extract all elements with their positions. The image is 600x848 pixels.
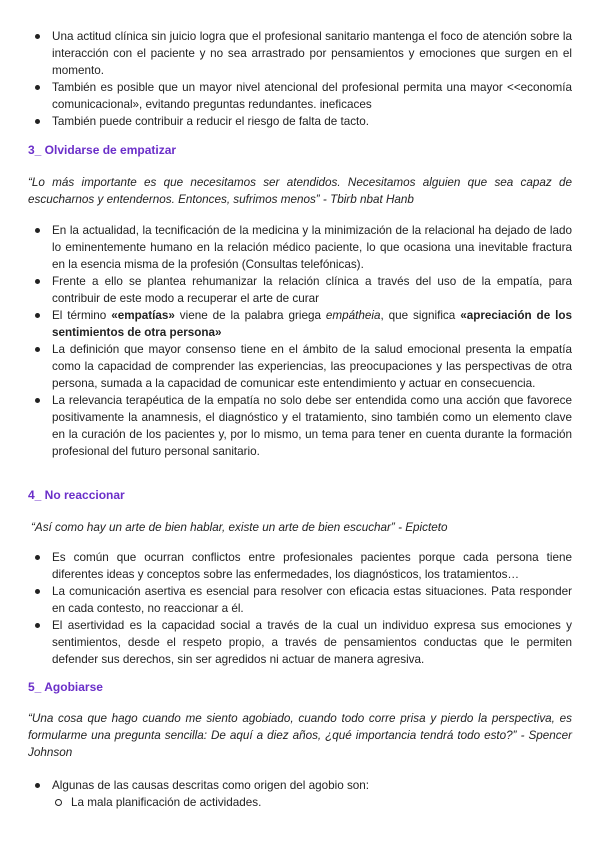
bullet-icon: [35, 555, 40, 560]
bullet-icon: [35, 623, 40, 628]
bullet-icon: [35, 34, 40, 39]
bullet-icon: [35, 398, 40, 403]
section-3-bullet-list: [0, 222, 600, 460]
section-5-quote: “Una cosa que hago cuando me siento agobiado, cuando todo corre prisa y pierdo la perspectiva, es formularme una pregunta sencilla: De aquí a diez años, ¿qué importancia tendrá todo esto?” - Spencer Johnson: [28, 712, 572, 759]
list-item: Algunas de las causas descritas como origen del agobio son:: [0, 777, 600, 794]
bullet-icon: [35, 279, 40, 284]
list-item: En la actualidad, la tecnificación de la medicina y la minimización de la relacional ha dejado de lado lo eminentemente humano en la relación médico paciente, lo que ocasiona una inevitable fractura en la esencia misma de la profesión (Consultas telefónicas).: [0, 222, 600, 273]
list-item: Es común que ocurran conflictos entre profesionales pacientes porque cada persona tiene diferentes ideas y conceptos sobre las enfermedades, los diagnósticos, los tratamientos…: [0, 549, 600, 583]
bullet-icon: [35, 589, 40, 594]
list-item: La relevancia terapéutica de la empatía no solo debe ser entendida como una acción que favorece positivamente la anamnesis, el diagnóstico y el tratamiento, sino también como un elemento clave en la curación de los pacientes y, por lo mismo, un tema para tener en cuenta durante la formación profesional del futuro personal sanitario.: [0, 392, 600, 460]
bullet-icon: [35, 347, 40, 352]
bullet-icon: [35, 783, 40, 788]
list-item: La comunicación asertiva es esencial para resolver con eficacia estas situaciones. Pata responder en cada contesto, no reaccionar a él.: [0, 583, 600, 617]
section-4-bullet-list: [0, 549, 600, 668]
list-item-empathy-term: El término «empatías» viene de la palabra griega empátheia, que significa «apreciación de los sentimientos de otra persona»: [0, 307, 600, 341]
section-4-quote: “Así como hay un arte de bien hablar, existe un arte de bien escuchar” - Epicteto: [31, 521, 448, 534]
intro-bullet-list: [0, 28, 600, 130]
list-item: También es posible que un mayor nivel atencional del profesional permita una mayor <<economía comunicacional», evitando preguntas redundantes. ineficaces: [0, 79, 600, 113]
intro-list-block: [0, 28, 600, 130]
term-empatias: «empatías»: [111, 309, 175, 322]
list-item: Frente a ello se plantea rehumanizar la relación clínica a través del uso de la empatía, para contribuir de este modo a recuperar el arte de curar: [0, 273, 600, 307]
section-heading-5: 5_ Agobiarse: [28, 680, 103, 694]
section-3-quote: “Lo más importante es que necesitamos ser atendidos. Necesitamos alguien que sea capaz de escucharnos y entendernos. Entonces, sufrimos menos” - Tbirb nbat Hanb: [28, 176, 572, 206]
section-heading-4: 4_ No reaccionar: [28, 488, 125, 502]
list-item: Una actitud clínica sin juicio logra que el profesional sanitario mantenga el foco de atención sobre la interacción con el paciente y no sea arrastrado por pensamientos y emociones que surgen en el momento.: [0, 28, 600, 79]
list-item: El asertividad es la capacidad social a través de la cual un individuo expresa sus emociones y sentimientos, desde el respeto propio, a través de pensamientos conductas que le permiten defender sus derechos, sin ser agredidos ni actuar de manera agresiva.: [0, 617, 600, 668]
section-3-list-block: [0, 222, 600, 460]
circle-bullet-icon: [55, 799, 62, 806]
bullet-icon: [35, 119, 40, 124]
sub-list-item: La mala planificación de actividades.: [0, 794, 600, 811]
list-item: La definición que mayor consenso tiene en el ámbito de la salud emocional presenta la empatía como la capacidad de comprender las experiencias, las preocupaciones y las perspectivas de otra persona, sumada a la capacidad de comunicar este entendimiento y actuar en consecuencia.: [0, 341, 600, 392]
term-meaning: «apreciación de los sentimientos de otra persona»: [52, 309, 573, 339]
bullet-icon: [35, 228, 40, 233]
bullet-icon: [35, 313, 40, 318]
term-empatheia: empátheia: [325, 309, 381, 322]
bullet-icon: [35, 85, 40, 90]
section-heading-3: 3_ Olvidarse de empatizar: [28, 143, 177, 157]
section-5-bullet-list: [0, 777, 600, 811]
section-5-list-block: [0, 777, 600, 811]
section-4-list-block: [0, 549, 600, 668]
list-item: También puede contribuir a reducir el riesgo de falta de tacto.: [0, 113, 600, 130]
